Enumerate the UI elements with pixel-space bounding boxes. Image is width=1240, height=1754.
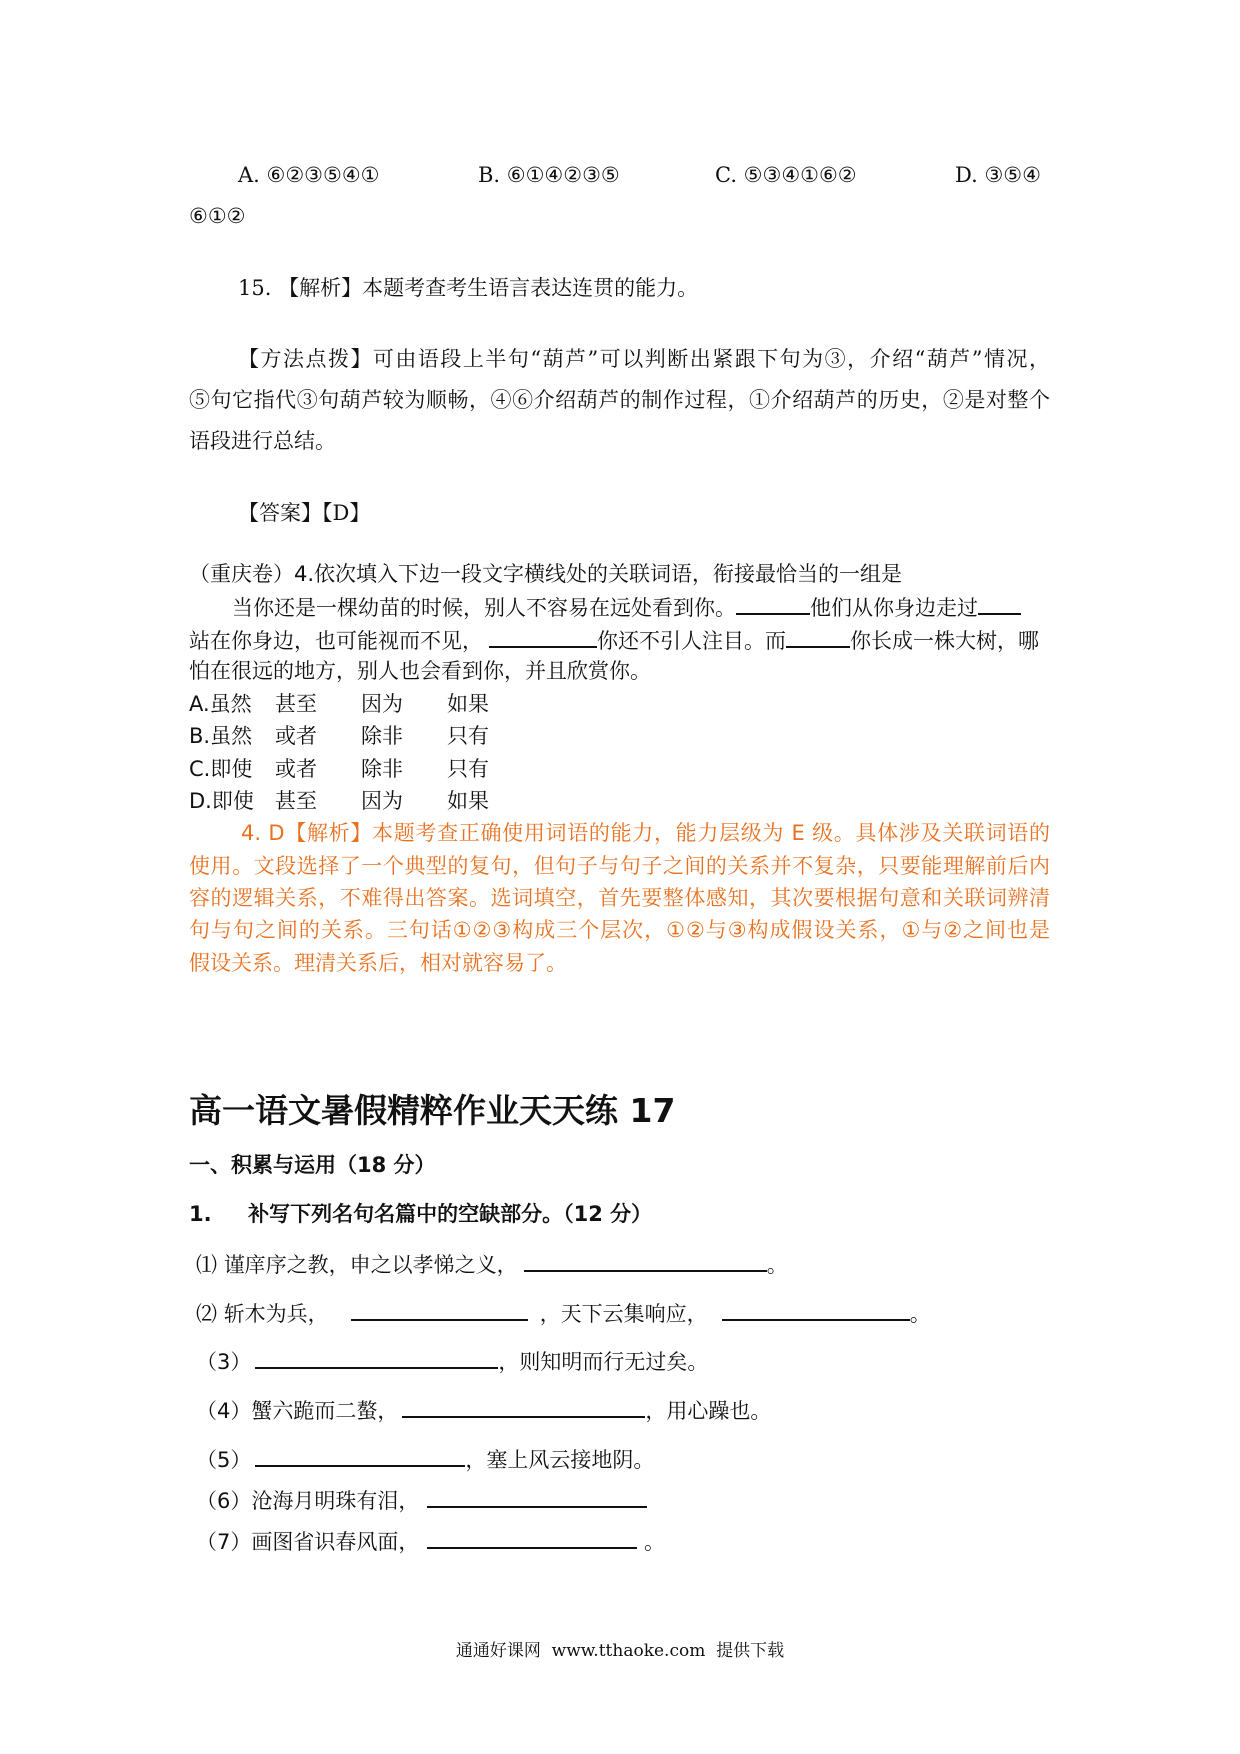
q4-analysis-line-4: 句与句之间的关系。三句话①②③构成三个层次，①②与③构成假设关系，①与②之间也是 [189, 918, 1050, 942]
q4-stem: （重庆卷）4.依次填入下边一段文字横线处的关联词语，衔接最恰当的一组是 [189, 562, 903, 586]
option-word: 甚至 [275, 789, 317, 813]
q4-analysis-line-3: 容的逻辑关系，不难得出答案。选词填空，首先要整体感知，其次要根据句意和关联词辨清 [189, 886, 1050, 910]
option-word: 如果 [447, 692, 489, 716]
part-heading: 一、积累与运用（18 分） [189, 1153, 436, 1177]
q4-analysis-line-1: 4. D【解析】本题考查正确使用词语的能力，能力层级为 E 级。具体涉及关联词语的 [241, 821, 1050, 845]
question-1: 1. 补写下列名句名篇中的空缺部分。（12 分） [189, 1202, 653, 1226]
item-number: （7） [196, 1530, 252, 1554]
option-word: 甚至 [275, 692, 317, 716]
options-line-2: ⑥①② [189, 204, 246, 228]
fill-item-2 [196, 1297, 931, 1329]
footer: 通通好课网 www.tthaoke.com 提供下载 [455, 1641, 785, 1661]
blank-2[interactable] [978, 591, 1021, 615]
q4-option-c [189, 754, 533, 784]
q4-passage-line-3: 怕在很远的地方，别人也会看到你，并且欣赏你。 [189, 659, 651, 683]
fill-item-5 [196, 1443, 654, 1475]
option-a: A. ⑥②③⑤④① [238, 163, 380, 187]
option-word: 只有 [447, 757, 489, 781]
item-text: 谨庠序之教，申之以孝悌之义， [223, 1253, 518, 1277]
option-d: D. ③⑤④ [955, 163, 1041, 187]
item-text: 沧海月明珠有泪， [251, 1489, 420, 1513]
option-word: B.虽然 [189, 724, 253, 748]
item-text: 画图省识春风面， [251, 1530, 420, 1554]
q4-option-a [189, 689, 533, 719]
passage-text: 当你还是一棵幼苗的时候，别人不容易在远处看到你。 [232, 596, 736, 620]
page-title: 高一语文暑假精粹作业天天练 17 [189, 1091, 676, 1130]
item-text: ，天下云集响应， [539, 1302, 708, 1326]
q4-analysis-line-5: 假设关系。理清关系后，相对就容易了。 [189, 951, 567, 975]
method-line-2: ⑤句它指代③句葫芦较为顺畅，④⑥介绍葫芦的制作过程，①介绍葫芦的历史，②是对整个 [189, 388, 1050, 412]
q4-option-b [189, 721, 533, 751]
fill-blank[interactable] [351, 1297, 528, 1321]
item-text: 。 [637, 1530, 666, 1554]
fill-item-6 [196, 1484, 647, 1516]
fill-blank[interactable] [722, 1297, 910, 1321]
option-word: 因为 [361, 789, 403, 813]
fill-item-4 [196, 1394, 771, 1426]
analysis-15: 15. 【解析】本题考查考生语言表达连贯的能力。 [238, 276, 699, 300]
passage-text: 站在你身边，也可能视而不见， [189, 629, 483, 653]
item-number: ⑵ [196, 1302, 217, 1326]
passage-text: 你长成一株大树，哪 [850, 629, 1039, 653]
option-word: 如果 [447, 789, 489, 813]
fill-item-7 [196, 1525, 665, 1557]
item-text: 。 [766, 1253, 788, 1277]
blank-1[interactable] [736, 591, 810, 615]
item-number: ⑴ [196, 1253, 217, 1277]
item-number: （5） [196, 1448, 252, 1472]
fill-blank[interactable] [255, 1345, 498, 1369]
option-word: 或者 [275, 724, 317, 748]
option-b: B. ⑥①④②③⑤ [478, 163, 620, 187]
q4-passage-line-1 [232, 591, 1021, 623]
item-number: （6） [196, 1489, 252, 1513]
passage-text: 他们从你身边走过 [810, 596, 978, 620]
item-text: ，塞上风云接地阴。 [465, 1448, 655, 1472]
blank-4[interactable] [786, 624, 850, 648]
item-text: ，用心躁也。 [645, 1399, 772, 1423]
option-word: 或者 [275, 757, 317, 781]
option-word: A.虽然 [189, 692, 252, 716]
answer: 【答案】【D】 [238, 501, 371, 525]
blank-3[interactable] [489, 624, 597, 648]
fill-blank[interactable] [402, 1394, 645, 1418]
fill-blank[interactable] [255, 1443, 465, 1467]
option-word: 只有 [447, 724, 489, 748]
option-word: 除非 [361, 724, 403, 748]
item-text: ，则知明而行无过矣。 [498, 1350, 709, 1374]
option-word: D.即使 [189, 789, 254, 813]
method-line-1: 【方法点拨】可由语段上半句“葫芦”可以判断出紧跟下句为③，介绍“葫芦”情况， [238, 347, 1050, 371]
q4-analysis-line-2: 使用。文段选择了一个典型的复句，但句子与句子之间的关系并不复杂，只要能理解前后内 [189, 854, 1050, 878]
fill-item-3 [196, 1345, 708, 1377]
option-word: 除非 [361, 757, 403, 781]
item-number: （4） [196, 1399, 252, 1423]
item-text: 蟹六跪而二螯， [251, 1399, 399, 1423]
option-word: 因为 [361, 692, 403, 716]
fill-blank[interactable] [427, 1525, 637, 1549]
method-line-3: 语段进行总结。 [189, 429, 336, 453]
fill-item-1 [196, 1248, 788, 1280]
fill-blank[interactable] [524, 1248, 767, 1272]
option-c: C. ⑤③④①⑥② [715, 163, 857, 187]
passage-text: 你还不引人注目。而 [597, 629, 786, 653]
options-line-1 [238, 160, 1041, 190]
item-text: 斩木为兵， [223, 1302, 329, 1326]
q4-option-d [189, 786, 533, 816]
fill-blank[interactable] [427, 1484, 647, 1508]
option-word: C.即使 [189, 757, 253, 781]
item-text: 。 [909, 1302, 931, 1326]
q4-passage-line-2 [189, 624, 1039, 656]
item-number: （3） [196, 1350, 252, 1374]
